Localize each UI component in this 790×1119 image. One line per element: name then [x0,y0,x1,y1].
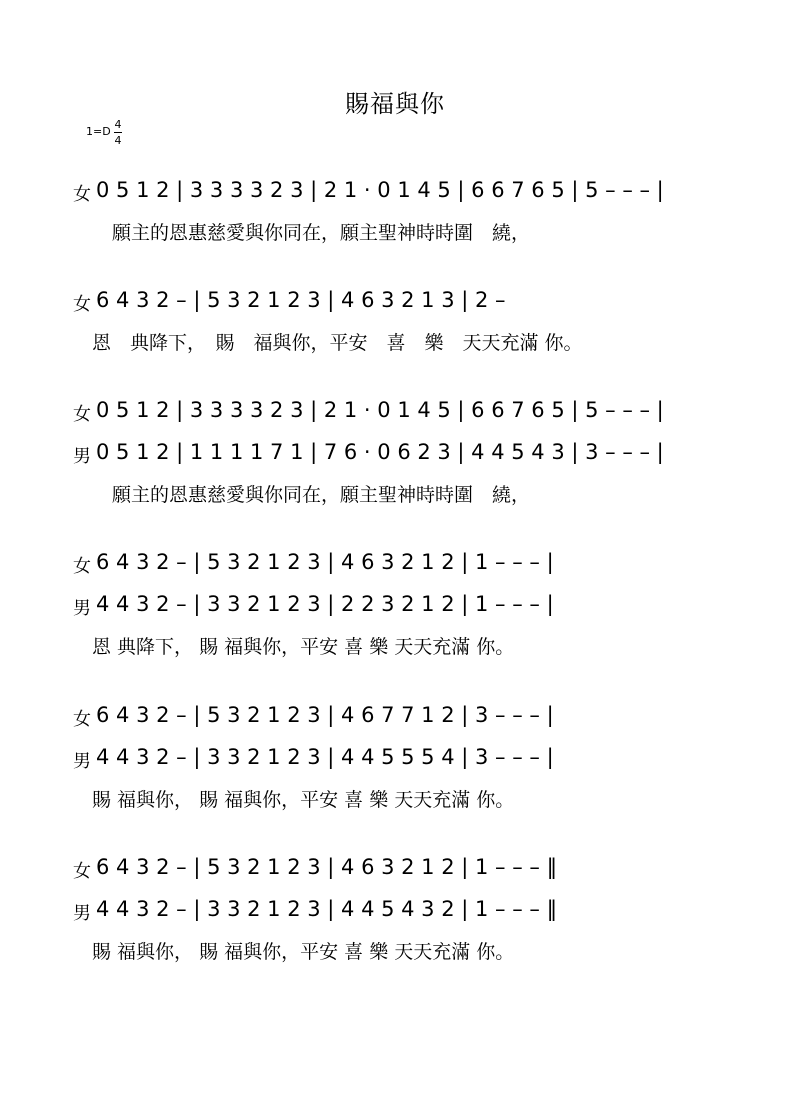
voice-label-female: 女 [73,404,91,425]
system-3-female-row [0,398,790,426]
system-4-male-row [0,592,790,620]
voice-label-male: 男 [73,751,91,772]
notation-line: 6 4 3 2 – | 5 3 2 1 2 3 | 4 6 3 2 1 3 | 2 – [96,288,506,312]
system-5-male-row [0,745,790,773]
song-title: 賜福與你 [345,90,445,118]
system-6-female-row [0,855,790,883]
lyric-line: 恩 典降下， 賜 福與你，平安 喜 樂 天天充滿 你。 [92,636,515,658]
notation-line: 4 4 3 2 – | 3 3 2 1 2 3 | 2 2 3 2 1 2 | 1 – – – | [96,592,554,616]
voice-label-male: 男 [73,598,91,619]
notation-line: 6 4 3 2 – | 5 3 2 1 2 3 | 4 6 3 2 1 2 | 1 – – – | [96,550,554,574]
system-4-female-row [0,550,790,578]
key-signature: 1=D [86,125,111,138]
notation-line: 6 4 3 2 – | 5 3 2 1 2 3 | 4 6 3 2 1 2 | 1 – – – ‖ [96,855,558,879]
notation-line: 4 4 3 2 – | 3 3 2 1 2 3 | 4 4 5 5 5 4 | 3 – – – | [96,745,554,769]
voice-label-female: 女 [73,861,91,882]
notation-line: 6 4 3 2 – | 5 3 2 1 2 3 | 4 6 7 7 1 2 | 3 – – – | [96,703,554,727]
voice-label-female: 女 [73,709,91,730]
fraction-line [114,132,122,133]
notation-line: 0 5 1 2 | 1 1 1 1 7 1 | 7 6 · 0 6 2 3 | 4 4 5 4 3 | 3 – – – | [96,440,664,464]
voice-label-female: 女 [73,556,91,577]
time-signature [114,118,122,147]
notation-line: 4 4 3 2 – | 3 3 2 1 2 3 | 4 4 5 4 3 2 | 1 – – – ‖ [96,897,558,921]
lyric-line: 賜 福與你， 賜 福與你，平安 喜 樂 天天充滿 你。 [92,941,515,963]
notation-line: 0 5 1 2 | 3 3 3 3 2 3 | 2 1 · 0 1 4 5 | 6 6 7 6 5 | 5 – – – | [96,398,664,422]
voice-label-male: 男 [73,446,91,467]
notation-line: 0 5 1 2 | 3 3 3 3 2 3 | 2 1 · 0 1 4 5 | 6 6 7 6 5 | 5 – – – | [96,178,664,202]
system-2-female-row [0,288,790,316]
system-1-female-row [0,178,790,206]
system-5-female-row [0,703,790,731]
time-signature-top: 4 [114,118,122,131]
system-6-male-row [0,897,790,925]
voice-label-female: 女 [73,184,91,205]
lyric-line: 願主的恩惠慈愛與你同在，願主聖神時時圍 繞， [112,484,531,506]
voice-label-female: 女 [73,294,91,315]
voice-label-male: 男 [73,903,91,924]
lyric-line: 恩 典降下， 賜 福與你，平安 喜 樂 天天充滿 你。 [92,332,583,354]
lyric-line: 願主的恩惠慈愛與你同在，願主聖神時時圍 繞， [112,222,531,244]
lyric-line: 賜 福與你， 賜 福與你，平安 喜 樂 天天充滿 你。 [92,789,515,811]
system-3-male-row [0,440,790,468]
time-signature-bottom: 4 [114,134,122,147]
